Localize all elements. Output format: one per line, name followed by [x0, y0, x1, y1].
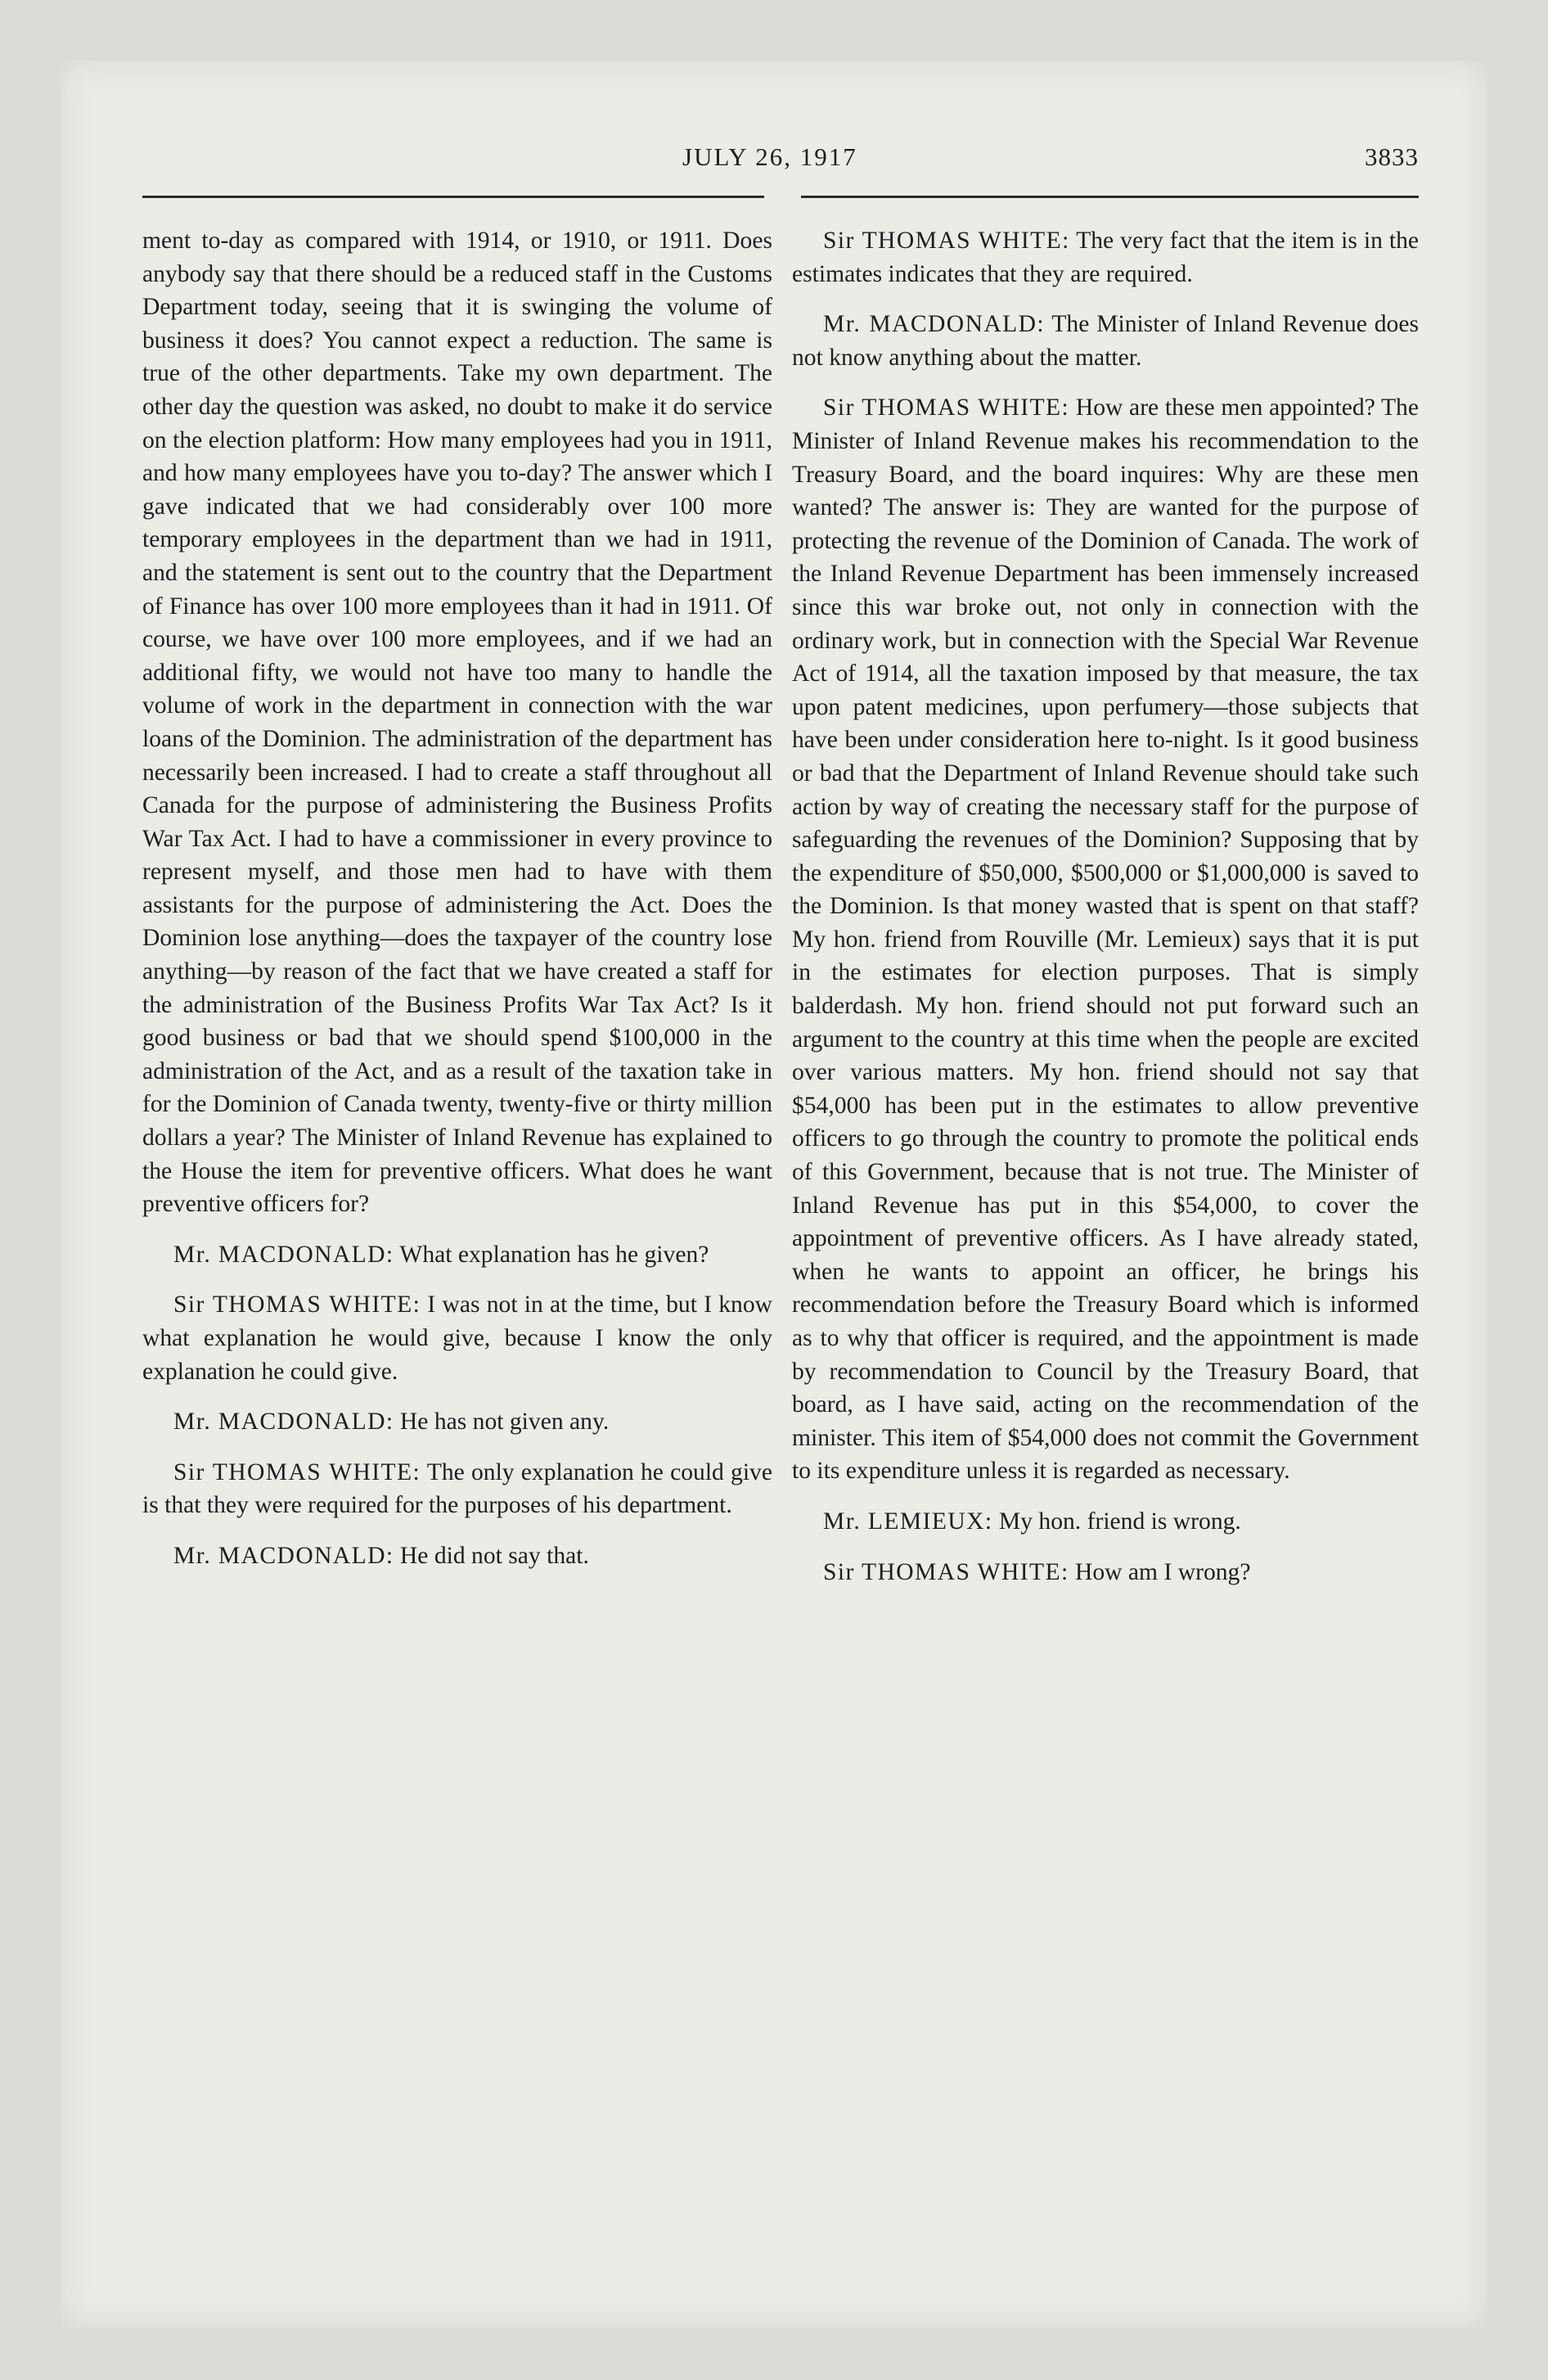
speech-paragraph: [792, 1505, 1419, 1539]
speech-paragraph: [792, 308, 1419, 374]
speech-paragraph: [792, 1556, 1419, 1589]
speaker-name: Sir THOMAS WHITE:: [823, 1558, 1069, 1585]
speech-paragraph: [792, 391, 1419, 1488]
speaker-name: Sir THOMAS WHITE:: [823, 228, 1070, 254]
speech-text: What explanation has he given?: [399, 1241, 709, 1268]
hansard-page: [61, 61, 1487, 2328]
speech-text: He did not say that.: [399, 1542, 589, 1569]
page-number: 3833: [1365, 142, 1419, 171]
speaker-name: Mr. MACDONALD:: [173, 1409, 394, 1436]
speaker-name: Mr. LEMIEUX:: [823, 1508, 993, 1535]
speech-text: The only explanation he could give is that they were required for the purposes of his department.: [142, 1458, 772, 1519]
right-column: [792, 224, 1419, 1606]
speaker-name: Mr. MACDONALD:: [823, 311, 1045, 338]
speech-paragraph: [142, 1238, 772, 1272]
speaker-name: Mr. MACDONALD:: [173, 1241, 394, 1268]
speech-text: I was not in at the time, but I know what explanation he would give, because I know the only explanation he could give.: [142, 1291, 772, 1385]
speech-paragraph: [142, 1288, 772, 1388]
speech-text: The very fact that the item is in the estimates indicates that they are required.: [792, 228, 1420, 287]
continuation-paragraph: [142, 224, 772, 1221]
header-rule-right: [801, 196, 1419, 198]
speaker-name: Sir THOMAS WHITE:: [823, 394, 1070, 421]
speech-paragraph: [142, 1405, 772, 1439]
speech-paragraph: [142, 1539, 772, 1573]
speech-paragraph: [792, 224, 1419, 291]
speech-text: My hon. friend is wrong.: [998, 1508, 1241, 1535]
speech-text: He has not given any.: [399, 1409, 610, 1436]
speech-paragraph: [142, 1456, 772, 1522]
header-rule-left: [142, 196, 764, 198]
speaker-name: Sir THOMAS WHITE:: [173, 1458, 421, 1485]
paragraph-text: ment to-day as compared with 1914, or 1910, or 1911. Does anybody say that there should be a reduced staff in the Customs Department today, seeing that it is swinging the volume of business it does? You cannot expect a reduction. The same is true of the other departments. Take my own department. The other day the question was asked, no doubt to make it do service on the election platform: How many employees had you in 1911, and how many employees have you to-day? The answer which I gave indicated that we had considerably over 100 more temporary employees in the department than we had in 1911, and the statement is sent out to the country that the Department of Finance has over 100 more employees than it had in 1911. Of course, we have over 100 more employees, and if we had an additional fifty, we would not have too many to handle the volume of work in the department in connection with the war loans of the Dominion. The administration of the department has necessarily been increased. I had to create a staff throughout all Canada for the purpose of administering the Business Profits War Tax Act. I had to have a commissioner in every province to represent myself, and those men had to have with them assistants for the purpose of administering the Act. Does the Dominion lose anything—does the taxpayer of the country lose anything—by reason of the fact that we have created a staff for the administration of the Business Profits War Tax Act? Is it good business or bad that we should spend $100,000 in the administration of the Act, and as a result of the taxation take in for the Dominion of Canada twenty, twenty-five or thirty million dollars a year? The Minister of Inland Revenue has explained to the House the item for preventive officers. What does he want preventive officers for?: [142, 228, 772, 1218]
page-header: [61, 142, 1487, 175]
left-column: [142, 224, 772, 1590]
speaker-name: Mr. MACDONALD:: [173, 1542, 394, 1569]
page-date: JULY 26, 1917: [682, 142, 857, 171]
speaker-name: Sir THOMAS WHITE:: [173, 1291, 421, 1318]
speech-text: How am I wrong?: [1074, 1558, 1251, 1585]
speech-text: The Minister of Inland Revenue does not know anything about the matter.: [792, 311, 1419, 371]
speech-text: How are these men appointed? The Minister of Inland Revenue makes his recommendation to the Treasury Board, and the board inquires: Why are these men wanted? The answer is: They are wanted for the purpose of protecting the revenue of the Dominion of Canada. The work of the Inland Revenue Department has been immensely increased since this war broke out, not only in connection with the ordinary work, but in connection with the Special War Revenue Act of 1914, all the taxation imposed by that measure, the tax upon patent medicines, upon perfumery—those subjects that have been under consideration here to-night. Is it good business or bad that the Department of Inland Revenue should take such action by way of creating the necessary staff for the purpose of safeguarding the revenues of the Dominion? Supposing that by the expenditure of $50,000, $500,000 or $1,000,000 is saved to the Dominion. Is that money wasted that is spent on that staff? My hon. friend from Rouville (Mr. Lemieux) says that it is put in the estimates for election purposes. That is simply balderdash. My hon. friend should not put forward such an argument to the country at this time when the people are excited over various matters. My hon. friend should not say that $54,000 has been put in the estimates to allow preventive officers to go through the country to promote the political ends of this Government, because that is not true. The Minister of Inland Revenue has put in this $54,000, to cover the appointment of preventive officers. As I have already stated, when he wants to appoint an officer, he brings his recommendation before the Treasury Board which is informed as to why that officer is required, and the appointment is made by recommendation to Council by the Treasury Board, that board, as I have said, acting on the recommendation of the minister. This item of $54,000 does not commit the Government to its expenditure unless it is regarded as necessary.: [792, 394, 1419, 1485]
